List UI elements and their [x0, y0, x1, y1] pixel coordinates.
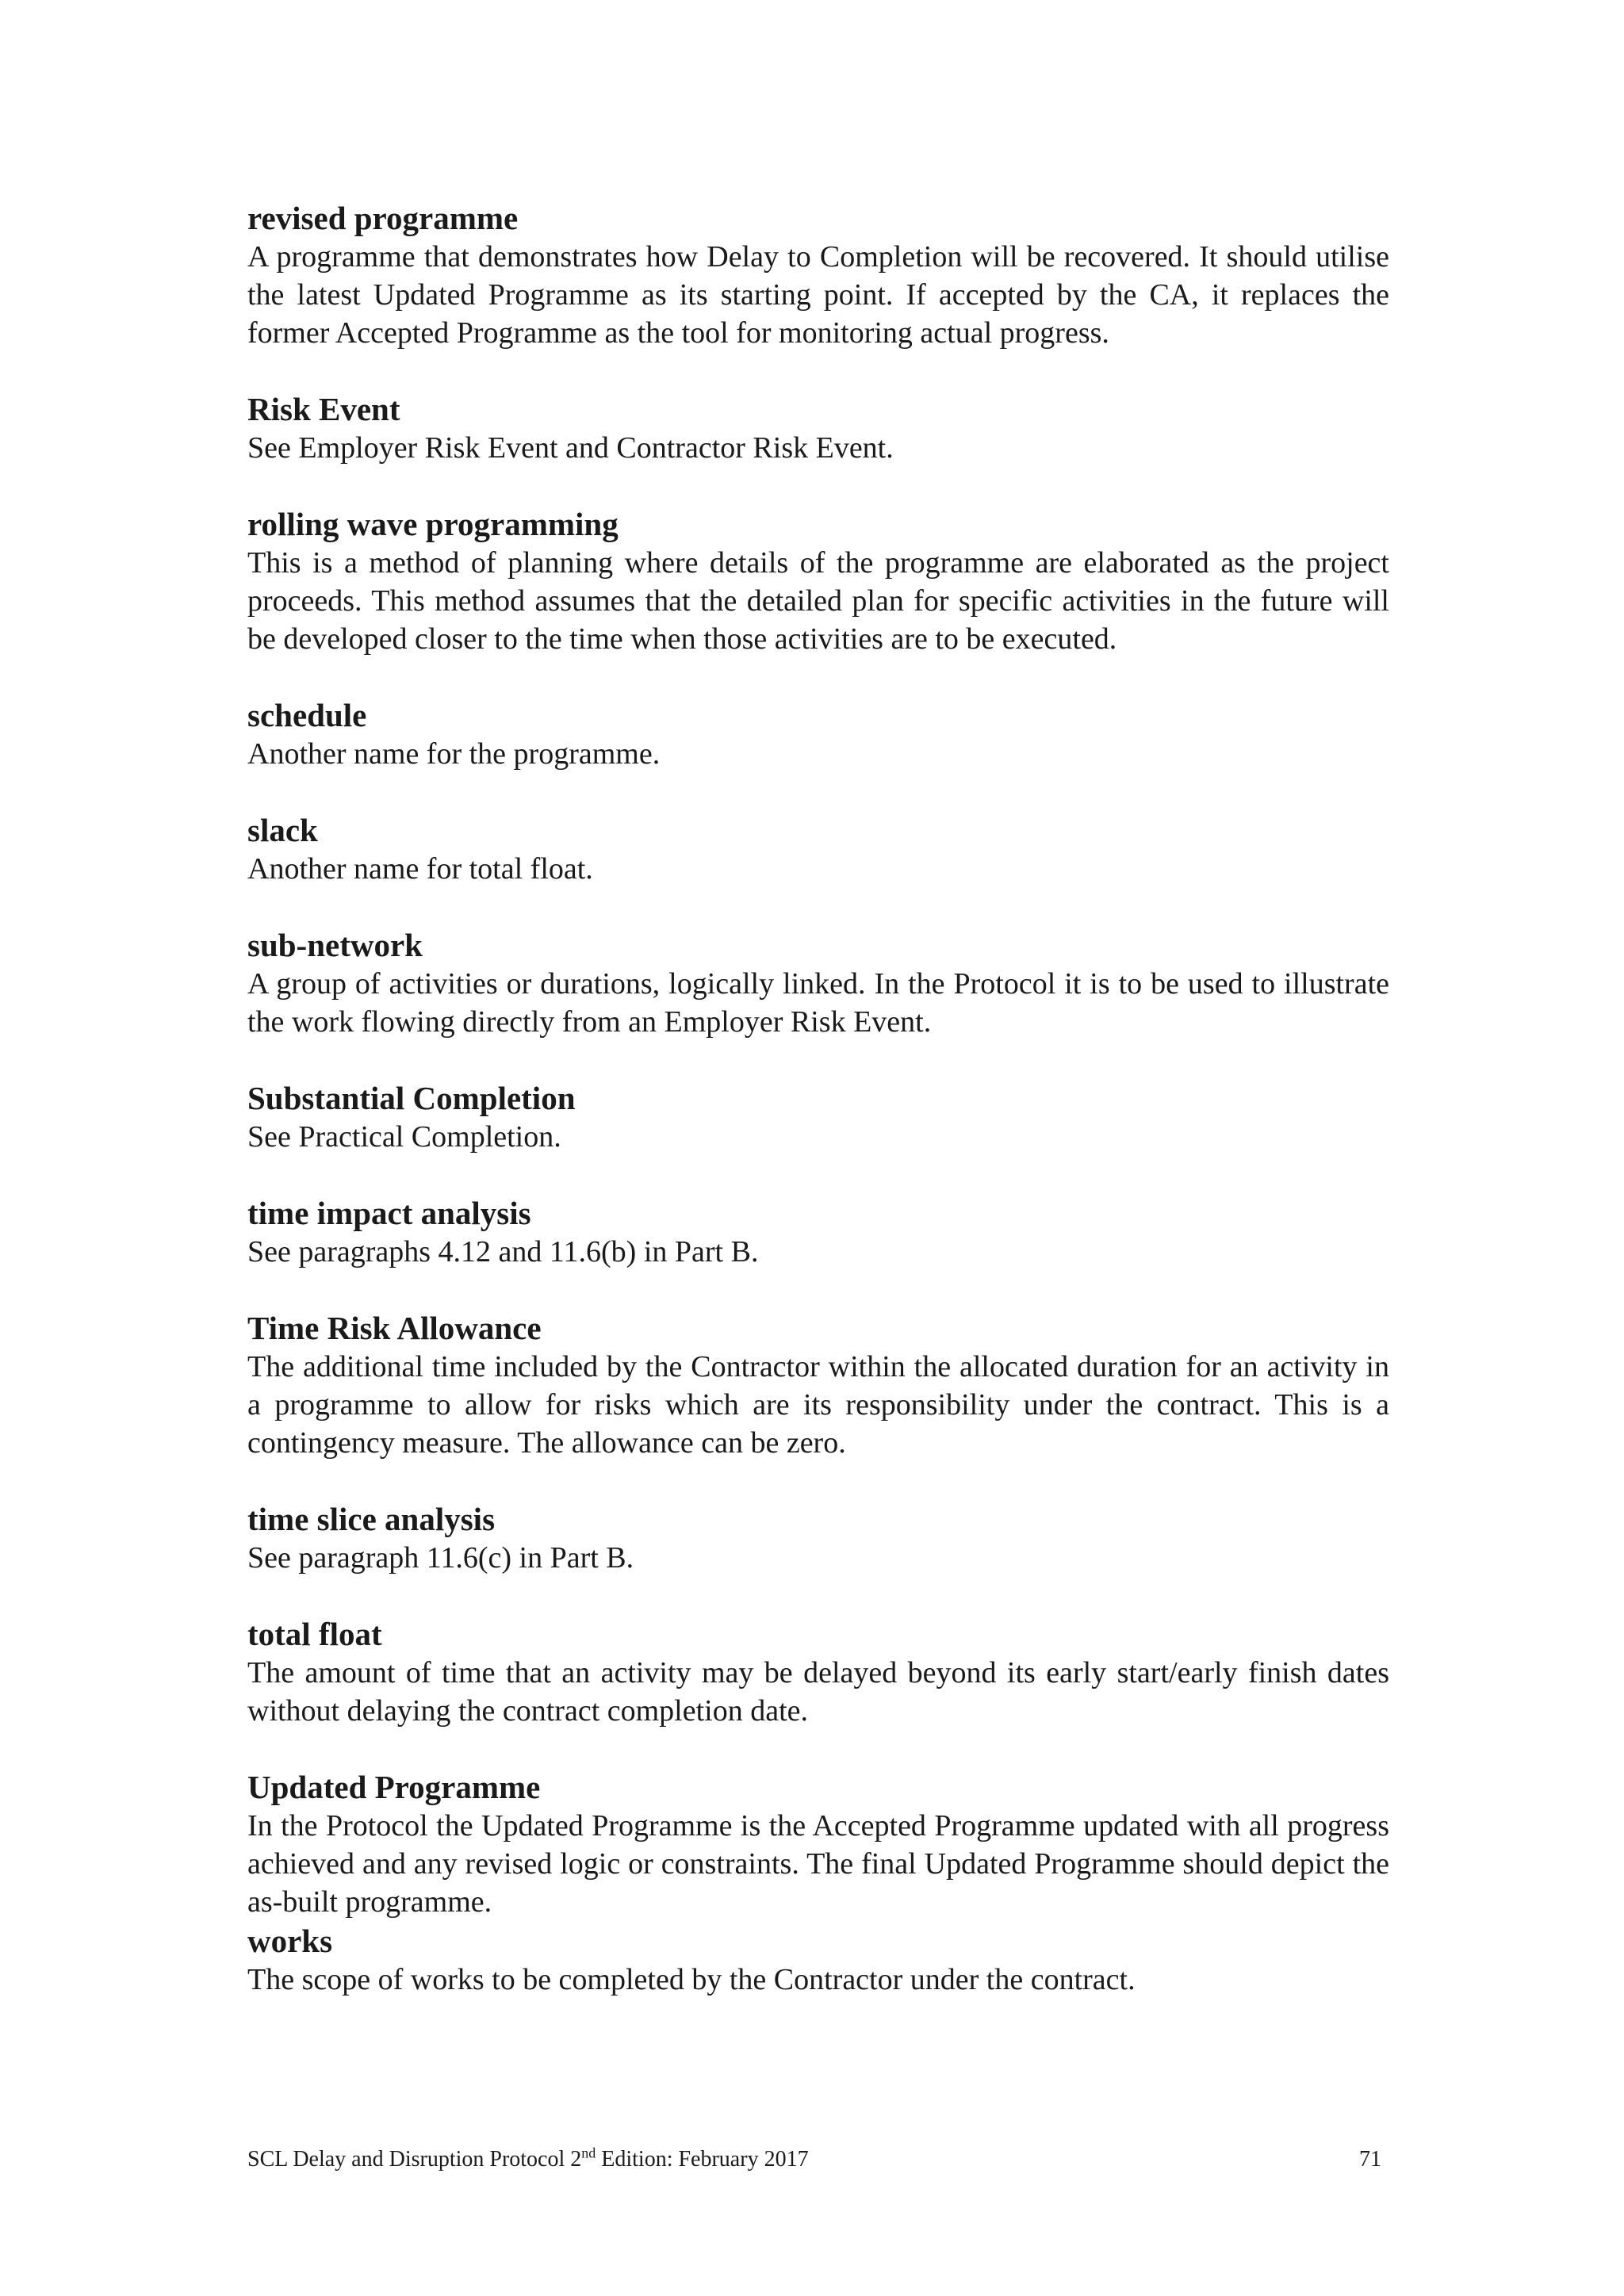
- glossary-entry-works: [247, 1921, 1389, 1999]
- footer-title-main: SCL Delay and Disruption Protocol 2: [247, 2147, 582, 2172]
- glossary-term: sub-network: [247, 927, 423, 963]
- glossary-term: slack: [247, 812, 318, 848]
- glossary-term: Risk Event: [247, 391, 400, 427]
- glossary-entry-time-risk-allowance: [247, 1308, 1389, 1462]
- glossary-definition: See Employer Risk Event and Contractor Risk Event.: [247, 431, 894, 465]
- footer-document-title: [247, 2145, 809, 2174]
- glossary-term: time impact analysis: [247, 1195, 531, 1231]
- page-number: 71: [1359, 2147, 1381, 2172]
- glossary-entry-updated-programme: [247, 1767, 1389, 1921]
- page-footer: [247, 2145, 1381, 2174]
- glossary-entry-rolling-wave-programming: [247, 504, 1389, 658]
- glossary-term: Updated Programme: [247, 1769, 541, 1805]
- glossary-entry-slack: [247, 810, 1389, 888]
- glossary-definition: See paragraphs 4.12 and 11.6(b) in Part B.: [247, 1235, 759, 1269]
- glossary-list: [247, 198, 1389, 2036]
- glossary-term: rolling wave programming: [247, 506, 619, 542]
- glossary-entry-sub-network: [247, 925, 1389, 1041]
- glossary-definition: Another name for the programme.: [247, 737, 661, 771]
- glossary-definition: This is a method of planning where details of the programme are elaborated as the project proceeds. This method assumes that the detailed plan for specific activities in the future will be developed closer to the time when those activities are to be executed.: [247, 546, 1389, 656]
- glossary-definition: A group of activities or durations, logically linked. In the Protocol it is to be used to illustrate the work flowing directly from an Employer Risk Event.: [247, 967, 1389, 1039]
- glossary-term: schedule: [247, 697, 367, 733]
- glossary-entry-time-slice-analysis: [247, 1499, 1389, 1577]
- glossary-term: revised programme: [247, 200, 519, 236]
- footer-title-edition: Edition: February 2017: [596, 2147, 809, 2172]
- glossary-definition: See Practical Completion.: [247, 1120, 561, 1154]
- glossary-term: total float: [247, 1616, 382, 1652]
- glossary-entry-time-impact-analysis: [247, 1193, 1389, 1271]
- glossary-entry-total-float: [247, 1614, 1389, 1730]
- glossary-definition: The additional time included by the Contractor within the allocated duration for an activity in a programme to allow for risks which are its responsibility under the contract. This is a contingency measure. The allowance can be zero.: [247, 1350, 1389, 1460]
- glossary-definition: The scope of works to be completed by the Contractor under the contract.: [247, 1963, 1136, 1996]
- glossary-entry-schedule: [247, 695, 1389, 773]
- glossary-term: time slice analysis: [247, 1501, 496, 1537]
- glossary-entry-risk-event: [247, 389, 1389, 467]
- glossary-term: works: [247, 1923, 333, 1959]
- glossary-definition: Another name for total float.: [247, 852, 593, 886]
- glossary-definition: In the Protocol the Updated Programme is the Accepted Programme updated with all progress achieved and any revised logic or constraints. The final Updated Programme should depict the as-built programme.: [247, 1809, 1389, 1919]
- glossary-definition: See paragraph 11.6(c) in Part B.: [247, 1541, 634, 1575]
- glossary-term: Substantial Completion: [247, 1080, 576, 1116]
- glossary-entry-substantial-completion: [247, 1078, 1389, 1156]
- glossary-definition: A programme that demonstrates how Delay to Completion will be recovered. It should utilise the latest Updated Programme as its starting point. If accepted by the CA, it replaces the former Accepted Programme as the tool for monitoring actual progress.: [247, 240, 1389, 350]
- glossary-definition: The amount of time that an activity may be delayed beyond its early start/early finish dates without delaying the contract completion date.: [247, 1656, 1389, 1728]
- footer-title-superscript: nd: [581, 2145, 596, 2161]
- glossary-entry-revised-programme: [247, 198, 1389, 352]
- glossary-term: Time Risk Allowance: [247, 1310, 542, 1346]
